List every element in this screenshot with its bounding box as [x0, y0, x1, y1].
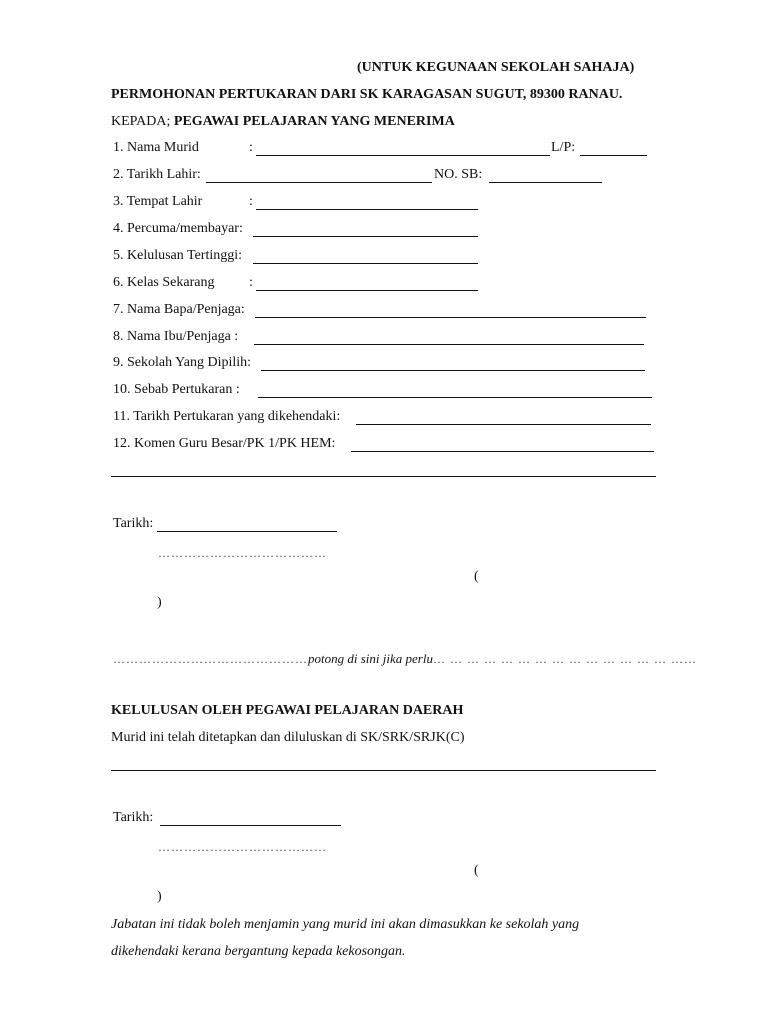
- disclaimer-line-2: dikehendaki kerana bergantung kepada kekosongan.: [111, 944, 406, 959]
- field-2-nosb-line[interactable]: [489, 182, 602, 183]
- signature-1-dots: …………………………………: [158, 546, 327, 560]
- disclaimer-line-1: Jabatan ini tidak boleh menjamin yang murid ini akan dimasukkan ke sekolah yang: [111, 917, 580, 932]
- cut-line-right-dots: … … … … … … … … … … … … … … ……: [432, 652, 697, 666]
- cut-line: [113, 650, 697, 668]
- field-11-line[interactable]: [356, 424, 651, 425]
- signature-2-dots: …………………………………: [158, 840, 327, 854]
- signature-2-date-line[interactable]: [160, 825, 341, 826]
- field-6-line[interactable]: [256, 290, 478, 291]
- field-2-dob-line[interactable]: [206, 182, 432, 183]
- field-5-line[interactable]: [253, 263, 478, 264]
- signature-1-date-label: Tarikh:: [113, 516, 154, 531]
- field-8-line[interactable]: [254, 344, 644, 345]
- signature-2-date-label: Tarikh:: [113, 810, 154, 825]
- field-12-label: 12. Komen Guru Besar/PK 1/PK HEM:: [113, 436, 336, 451]
- field-8-label: 8. Nama Ibu/Penjaga :: [113, 329, 239, 344]
- field-12-extra-line[interactable]: [111, 476, 656, 477]
- cut-line-text: potong di sini jika perlu: [308, 651, 433, 666]
- field-1-gender-label: L/P:: [551, 140, 576, 155]
- recipient-prefix: KEPADA;: [111, 114, 174, 129]
- approval-school-line[interactable]: [111, 770, 656, 771]
- recipient-name: PEGAWAI PELAJARAN YANG MENERIMA: [173, 114, 455, 129]
- field-1-name-line[interactable]: [256, 155, 550, 156]
- field-3-label: 3. Tempat Lahir: [113, 194, 203, 209]
- office-use-note: (UNTUK KEGUNAAN SEKOLAH SAHAJA): [357, 60, 635, 75]
- cut-line-left-dots: ………………………………………: [113, 652, 308, 666]
- field-2-nosb-label: NO. SB:: [434, 167, 483, 182]
- field-2-label: 2. Tarikh Lahir:: [113, 167, 201, 182]
- field-7-label: 7. Nama Bapa/Penjaga:: [113, 302, 245, 317]
- field-4-line[interactable]: [253, 236, 478, 237]
- field-11-label: 11. Tarikh Pertukaran yang dikehendaki:: [113, 409, 341, 424]
- form-title: PERMOHONAN PERTUKARAN DARI SK KARAGASAN SUGUT, 89300 RANAU.: [111, 87, 623, 102]
- approval-title: KELULUSAN OLEH PEGAWAI PELAJARAN DAERAH: [111, 703, 464, 718]
- field-9-line[interactable]: [261, 370, 645, 371]
- field-7-line[interactable]: [255, 317, 646, 318]
- signature-1-close-paren: ): [157, 595, 162, 610]
- signature-2-open-paren: (: [474, 863, 479, 878]
- field-10-label: 10. Sebab Pertukaran :: [113, 382, 240, 397]
- field-10-line[interactable]: [258, 397, 652, 398]
- field-6-label: 6. Kelas Sekarang: [113, 275, 215, 290]
- field-12-line[interactable]: [351, 451, 654, 452]
- field-3-colon: :: [249, 194, 253, 209]
- signature-1-date-line[interactable]: [157, 531, 337, 532]
- signature-2-close-paren: ): [157, 889, 162, 904]
- field-4-label: 4. Percuma/membayar:: [113, 221, 243, 236]
- signature-1-open-paren: (: [474, 569, 479, 584]
- recipient-line: [111, 113, 455, 131]
- approval-text: Murid ini telah ditetapkan dan diluluskan di SK/SRK/SRJK(C): [111, 730, 465, 745]
- field-9-label: 9. Sekolah Yang Dipilih:: [113, 355, 252, 370]
- field-5-label: 5. Kelulusan Tertinggi:: [113, 248, 243, 263]
- field-1-gender-line[interactable]: [580, 155, 647, 156]
- field-1-colon: :: [249, 140, 253, 155]
- field-3-line[interactable]: [256, 209, 478, 210]
- field-6-colon: :: [249, 275, 253, 290]
- field-1-label: 1. Nama Murid: [113, 140, 199, 155]
